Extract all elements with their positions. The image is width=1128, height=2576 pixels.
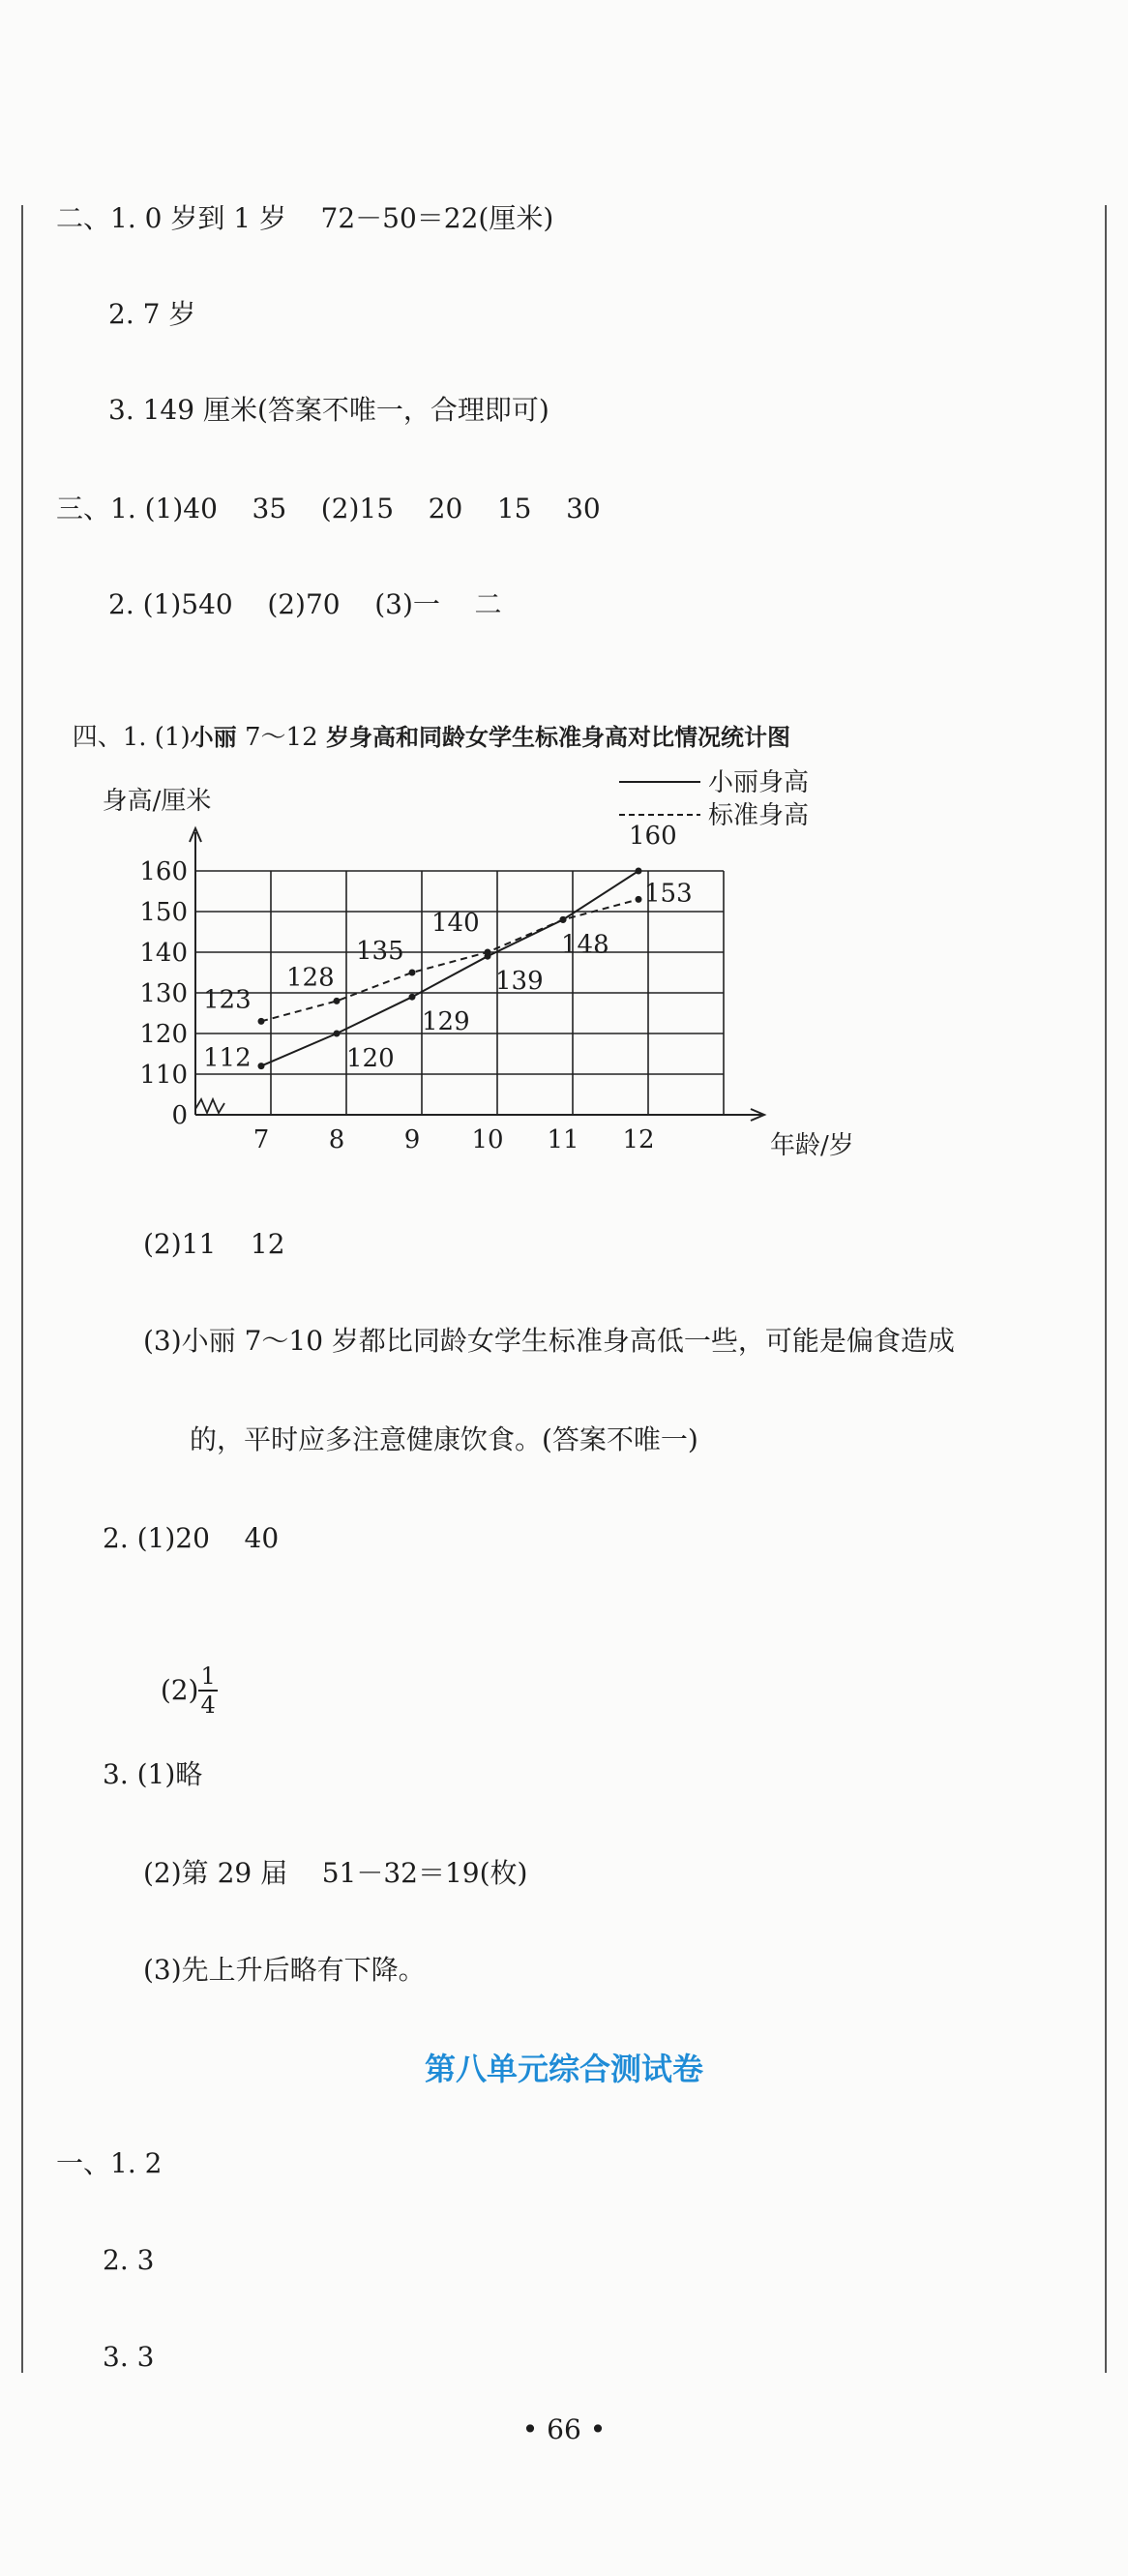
answer-line: 2. 3 [103, 2244, 155, 2276]
answer-line: 二、1. 0 岁到 1 岁 72－50＝22(厘米) [56, 202, 554, 234]
x-tick-label: 10 [471, 1125, 504, 1154]
legend-label: 标准身高 [708, 801, 810, 830]
data-point [409, 970, 416, 976]
x-tick-label: 8 [328, 1125, 345, 1154]
fraction-prefix: (2) [160, 1674, 199, 1706]
fraction-denominator: 4 [200, 1692, 216, 1719]
right-margin-rule [1105, 205, 1107, 2373]
left-margin-rule [21, 205, 23, 2373]
answer-line: 一、1. 2 [56, 2147, 163, 2179]
x-tick-label: 11 [547, 1125, 579, 1154]
x-tick-label: 12 [622, 1125, 655, 1154]
y-tick-label: 140 [139, 939, 188, 968]
data-label: 120 [346, 1044, 395, 1073]
data-point [560, 916, 567, 923]
data-point [334, 1031, 341, 1037]
caption-title-b: 岁身高和同龄女学生标准身高对比情况统计图 [317, 724, 790, 751]
data-point [258, 1063, 265, 1069]
answer-line: 3. (1)略 [103, 1758, 203, 1790]
data-label: 135 [356, 937, 404, 966]
data-label: 129 [422, 1007, 470, 1037]
data-label: 123 [203, 985, 252, 1015]
answer-line: (2)11 12 [143, 1228, 285, 1260]
answer-line: 2. 7 岁 [108, 298, 196, 330]
caption-title-num: 7～12 [244, 723, 318, 752]
data-label: 112 [203, 1043, 252, 1073]
answer-line: (3)小丽 7～10 岁都比同龄女学生标准身高低一些，可能是偏食造成 [143, 1325, 955, 1357]
data-point [334, 998, 341, 1004]
caption-title-a: 小丽 [190, 724, 245, 751]
y-tick-label: 150 [139, 898, 188, 927]
chart-caption-line [56, 685, 790, 755]
legend-label: 小丽身高 [708, 768, 810, 797]
data-label: 140 [431, 909, 480, 938]
fraction [198, 1664, 217, 1717]
answer-line: (2)第 29 届 51－32＝19(枚) [143, 1857, 528, 1889]
answer-line: 2. (1)20 40 [103, 1522, 280, 1554]
height-comparison-chart [102, 755, 880, 1190]
y-tick-label: 130 [139, 979, 188, 1008]
y-tick-label: 0 [171, 1101, 188, 1130]
data-label: 139 [495, 967, 544, 997]
data-point [636, 868, 642, 875]
fraction-numerator: 1 [200, 1662, 216, 1690]
page-number: • 66 • [521, 2413, 607, 2445]
data-point [258, 1018, 265, 1025]
data-point [485, 949, 491, 956]
answer-line: (3)先上升后略有下降。 [143, 1954, 426, 1986]
data-label: 160 [629, 822, 677, 851]
answer-line: 的，平时应多注意健康饮食。(答案不唯一) [190, 1423, 698, 1455]
x-axis-title: 年龄/岁 [770, 1131, 854, 1160]
caption-prefix: 四、1. (1) [72, 723, 191, 752]
chart-labels [203, 822, 693, 1073]
data-label: 153 [644, 879, 693, 909]
answer-line: 2. (1)540 (2)70 (3)一 二 [108, 588, 502, 620]
answer-line: 3. 3 [103, 2341, 155, 2373]
y-axis-title: 身高/厘米 [102, 787, 212, 816]
axis-break [195, 1099, 224, 1113]
answer-line: 三、1. (1)40 35 (2)15 20 15 30 [56, 493, 601, 524]
fraction-answer-line [143, 1630, 218, 1717]
x-tick-label: 9 [403, 1125, 421, 1154]
data-point [409, 994, 416, 1001]
answer-line: 3. 149 厘米(答案不唯一，合理即可) [108, 394, 549, 426]
y-tick-label: 110 [139, 1061, 188, 1090]
section-title: 第八单元综合测试卷 [424, 2051, 703, 2087]
chart-axes [103, 787, 854, 1160]
y-tick-label: 160 [139, 857, 188, 886]
y-tick-label: 120 [139, 1020, 188, 1049]
data-label: 128 [286, 963, 335, 993]
data-point [636, 896, 642, 903]
x-tick-label: 7 [252, 1125, 270, 1154]
data-label: 148 [561, 930, 609, 960]
